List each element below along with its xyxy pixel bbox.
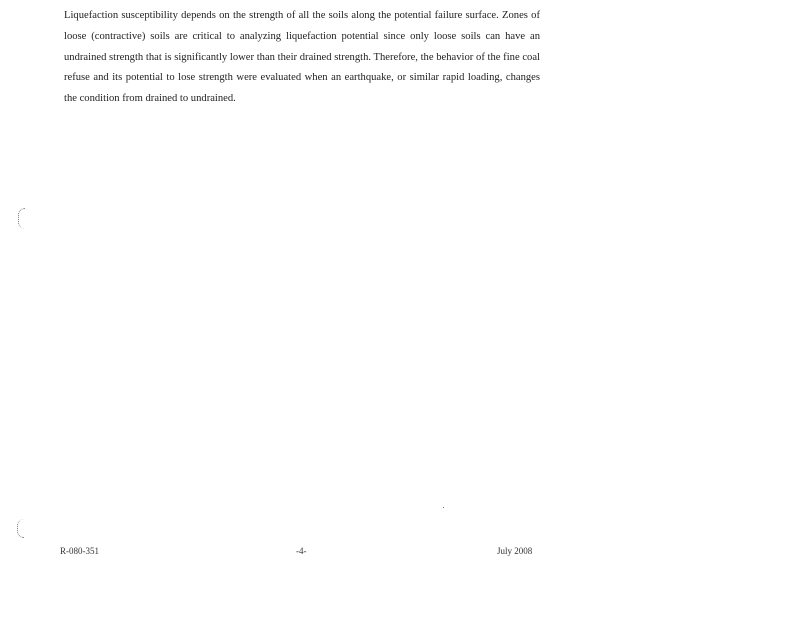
footer-page-number: -4- — [296, 546, 307, 556]
footer-date: July 2008 — [497, 546, 533, 556]
body-paragraph: Liquefaction susceptibility depends on the strength of all the soils along the potential failure surface. Zones of loose (contractive) soils are critical to analyzing liquefaction potential since only loose soils can have an undrained strength that is significantly lower than their drained strength. Therefore, the behavior of the fine coal refuse and its potential to lose strength were evaluated when an earthquake, or similar rapid loading, changes the condition from drained to undrained. — [64, 10, 540, 105]
scan-artifact-bottom — [17, 519, 24, 538]
scan-artifact-top — [18, 208, 25, 229]
footer-document-number: R-080-351 — [60, 546, 99, 556]
scan-speck — [443, 507, 444, 508]
